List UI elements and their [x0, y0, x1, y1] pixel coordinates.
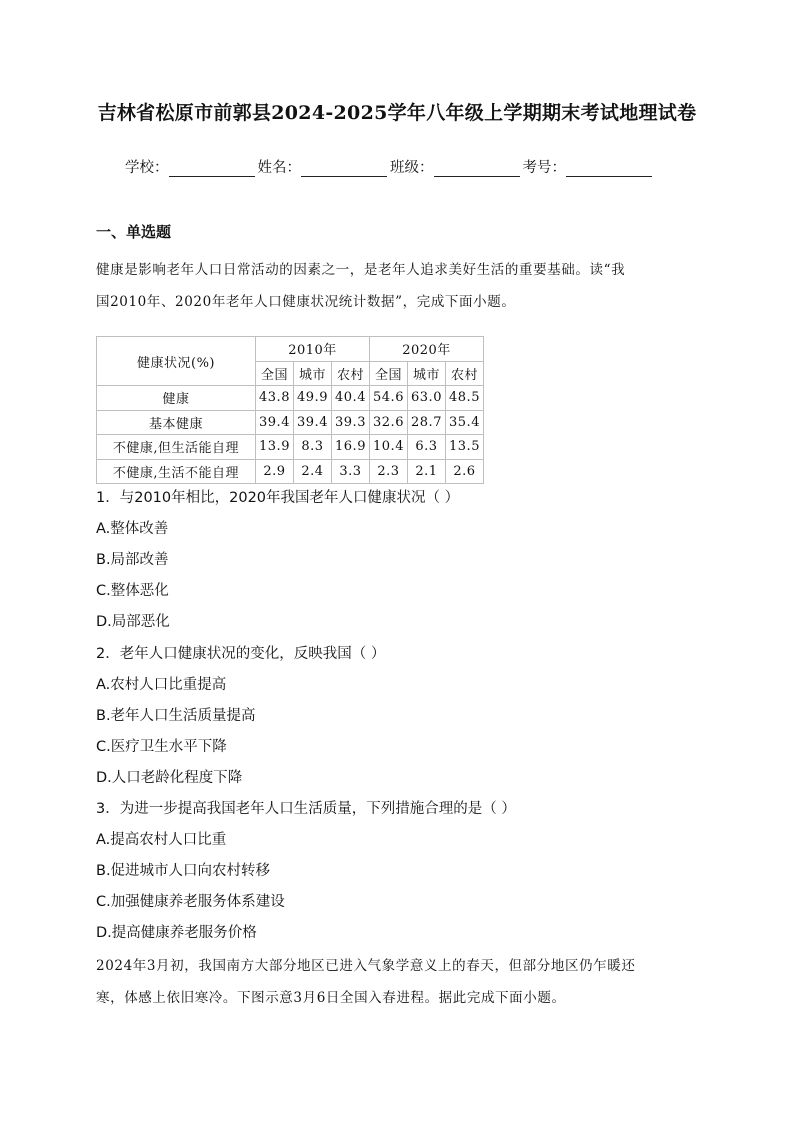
table-cell: 49.9	[294, 386, 332, 411]
name-label: 姓名：	[257, 160, 301, 176]
table-cell: 35.4	[446, 410, 484, 435]
intro-1-line-1: 健康是影响老年人口日常活动的因素之一，是老年人追求美好生活的重要基础。读“我	[96, 262, 626, 278]
question-1-option-b[interactable]: B.局部改善	[96, 552, 169, 568]
table-cell: 13.9	[256, 435, 294, 460]
table-cell: 40.4	[332, 386, 370, 411]
table-cell: 2.6	[446, 459, 484, 484]
question-1-option-d[interactable]: D.局部恶化	[96, 614, 170, 630]
school-label: 学校：	[125, 160, 169, 176]
subheader-cell: 农村	[446, 361, 484, 386]
row-label: 不健康,生活不能自理	[97, 459, 256, 484]
number-blank[interactable]	[566, 160, 652, 177]
table-cell: 8.3	[294, 435, 332, 460]
question-3-option-c[interactable]: C.加强健康养老服务体系建设	[96, 894, 285, 910]
question-3-option-b[interactable]: B.促进城市人口向农村转移	[96, 863, 271, 879]
question-1-option-c[interactable]: C.整体恶化	[96, 583, 169, 599]
table-cell: 39.4	[256, 410, 294, 435]
subheader-cell: 城市	[408, 361, 446, 386]
table-cell: 39.4	[294, 410, 332, 435]
table-cell: 13.5	[446, 435, 484, 460]
question-3-stem: 3．为进一步提高我国老年人口生活质量，下列措施合理的是（ ）	[96, 801, 516, 817]
intro-2-line-2: 寒，体感上依旧寒冷。下图示意3月6日全国入春进程。据此完成下面小题。	[96, 990, 566, 1006]
table-cell: 6.3	[408, 435, 446, 460]
exam-title: 吉林省松原市前郭县2024-2025学年八年级上学期期末考试地理试卷	[97, 102, 697, 124]
name-blank[interactable]	[301, 160, 387, 177]
intro-paragraph-2	[96, 950, 706, 1014]
question-3-option-a[interactable]: A.提高农村人口比重	[96, 832, 227, 848]
intro-2-line-1: 2024年3月初，我国南方大部分地区已进入气象学意义上的春天，但部分地区仍乍暖还	[96, 958, 636, 974]
row-label: 健康	[97, 386, 256, 411]
table-row	[97, 386, 484, 411]
number-label: 考号：	[522, 160, 566, 176]
table-row	[97, 410, 484, 435]
question-2-option-c[interactable]: C.医疗卫生水平下降	[96, 739, 227, 755]
question-1-stem: 1．与2010年相比，2020年我国老年人口健康状况（ ）	[96, 490, 460, 506]
subheader-cell: 全国	[256, 361, 294, 386]
table-cell: 48.5	[446, 386, 484, 411]
table-cell: 39.3	[332, 410, 370, 435]
subheader-cell: 城市	[294, 361, 332, 386]
table-cell: 10.4	[370, 435, 408, 460]
student-info-row	[125, 153, 655, 177]
question-3-option-d[interactable]: D.提高健康养老服务价格	[96, 925, 257, 941]
table-cell: 2.3	[370, 459, 408, 484]
table-header-row	[97, 337, 484, 362]
table-cell: 16.9	[332, 435, 370, 460]
table-cell: 28.7	[408, 410, 446, 435]
subheader-cell: 全国	[370, 361, 408, 386]
question-1-option-a[interactable]: A.整体改善	[96, 521, 169, 537]
question-2-option-a[interactable]: A.农村人口比重提高	[96, 677, 227, 693]
health-status-table	[96, 336, 484, 484]
table-cell: 3.3	[332, 459, 370, 484]
table-cell: 2.9	[256, 459, 294, 484]
table-row	[97, 459, 484, 484]
table-cell: 2.1	[408, 459, 446, 484]
intro-paragraph-1	[96, 254, 706, 318]
year-header-2020: 2020年	[370, 337, 484, 362]
question-2-stem: 2．老年人口健康状况的变化，反映我国（ ）	[96, 646, 386, 662]
year-header-2010: 2010年	[256, 337, 370, 362]
table-row	[97, 435, 484, 460]
table-cell: 32.6	[370, 410, 408, 435]
section-heading: 一、单选题	[96, 223, 172, 241]
table-cell: 2.4	[294, 459, 332, 484]
intro-1-line-2: 国2010年、2020年老年人口健康状况统计数据”，完成下面小题。	[96, 294, 516, 310]
question-2-option-b[interactable]: B.老年人口生活质量提高	[96, 708, 256, 724]
row-label: 基本健康	[97, 410, 256, 435]
subheader-cell: 农村	[332, 361, 370, 386]
class-label: 班级：	[390, 160, 434, 176]
table-cell: 54.6	[370, 386, 408, 411]
table-corner-cell: 健康状况(%)	[97, 337, 256, 386]
table-cell: 43.8	[256, 386, 294, 411]
question-2-option-d[interactable]: D.人口老龄化程度下降	[96, 770, 243, 786]
school-blank[interactable]	[169, 160, 255, 177]
class-blank[interactable]	[434, 160, 520, 177]
row-label: 不健康,但生活能自理	[97, 435, 256, 460]
table-cell: 63.0	[408, 386, 446, 411]
